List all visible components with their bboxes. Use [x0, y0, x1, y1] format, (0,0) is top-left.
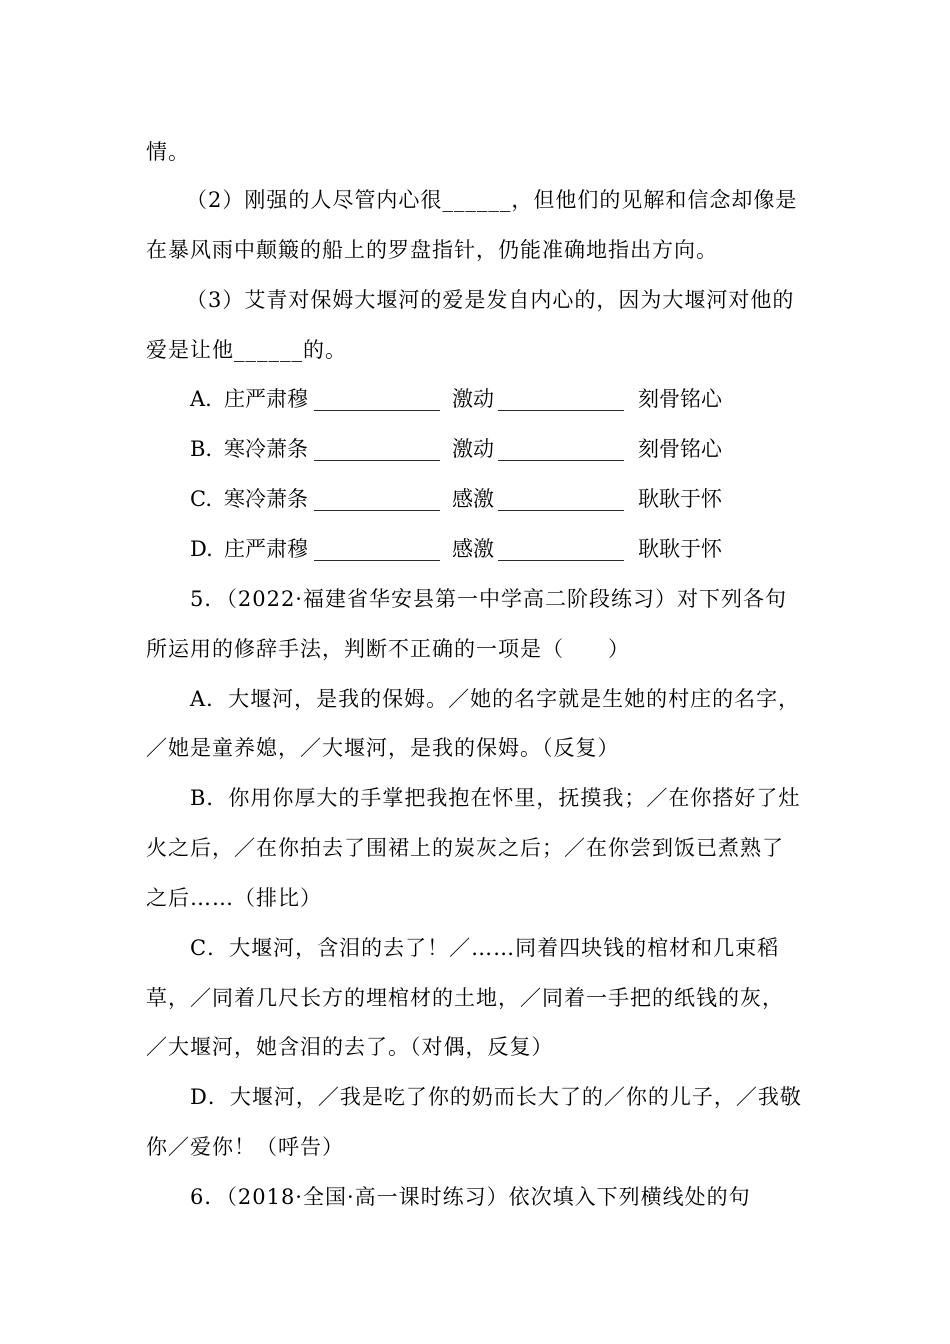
option-choice-1: 寒冷萧条	[224, 437, 308, 461]
option-divider: ____________	[314, 437, 440, 461]
text-line: 在暴风雨中颠簸的船上的罗盘指针，仍能准确地指出方向。	[146, 238, 718, 262]
question-5-option-a: A．大堰河，是我的保姆。／她的名字就是生她的村庄的名字，	[190, 687, 801, 711]
option-choice-2: 感激	[452, 537, 494, 561]
option-divider: ____________	[314, 387, 440, 411]
option-choice-3: 刻骨铭心	[638, 437, 722, 461]
option-divider: ____________	[498, 387, 624, 411]
question-5-option-b: B．你用你厚大的手掌把我抱在怀里，抚摸我；／在你搭好了灶	[190, 786, 801, 810]
question-5-stem: 5．（2022·福建省华安县第一中学高二阶段练习）对下列各句	[190, 587, 787, 611]
option-choice-3: 刻骨铭心	[638, 387, 722, 411]
text-line: 之后……（排比）	[146, 886, 322, 910]
option-divider: ____________	[498, 537, 624, 561]
option-b	[190, 435, 738, 463]
text-line: 情。	[146, 140, 190, 164]
option-choice-2: 激动	[452, 387, 494, 411]
option-choice-1: 庄严肃穆	[224, 387, 308, 411]
question-5-option-d: D．大堰河，／我是吃了你的奶而长大了的／你的儿子，／我敬	[190, 1085, 802, 1109]
option-letter: A.	[190, 387, 212, 411]
text-line: ／她是童养媳，／大堰河，是我的保姆。（反复）	[146, 736, 620, 760]
option-divider: ____________	[314, 487, 440, 511]
text-line: 所运用的修辞手法，判断不正确的一项是（ ）	[146, 637, 630, 661]
option-choice-1: 庄严肃穆	[224, 537, 308, 561]
option-divider: ____________	[314, 537, 440, 561]
option-a	[190, 385, 738, 413]
question-4-blank-2: （2）刚强的人尽管内心很______，但他们的见解和信念却像是	[186, 188, 798, 212]
option-letter: B.	[190, 437, 213, 461]
option-choice-2: 感激	[452, 487, 494, 511]
question-5-option-c: C．大堰河，含泪的去了！／……同着四块钱的棺材和几束稻	[190, 936, 780, 960]
option-letter: D.	[190, 537, 213, 561]
option-divider: ____________	[498, 487, 624, 511]
option-letter: C.	[190, 487, 212, 511]
question-4-blank-3: （3）艾青对保姆大堰河的爱是发自内心的，因为大堰河对他的	[186, 288, 795, 312]
option-choice-3: 耿耿于怀	[638, 487, 722, 511]
question-6-stem: 6．（2018·全国·高一课时练习）依次填入下列横线处的句	[190, 1185, 751, 1209]
text-line: 你／爱你！（呼告）	[146, 1135, 344, 1159]
text-line: ／大堰河，她含泪的去了。（对偶，反复）	[146, 1035, 554, 1059]
option-c	[190, 485, 738, 513]
option-divider: ____________	[498, 437, 624, 461]
text-line: 火之后，／在你拍去了围裙上的炭灰之后；／在你尝到饭已煮熟了	[146, 836, 784, 860]
option-d	[190, 535, 738, 563]
text-line: 爱是让他______的。	[146, 338, 347, 362]
option-choice-2: 激动	[452, 437, 494, 461]
option-choice-1: 寒冷萧条	[224, 487, 308, 511]
option-choice-3: 耿耿于怀	[638, 537, 722, 561]
text-line: 草，／同着几尺长方的埋棺材的土地，／同着一手把的纸钱的灰，	[146, 986, 784, 1010]
